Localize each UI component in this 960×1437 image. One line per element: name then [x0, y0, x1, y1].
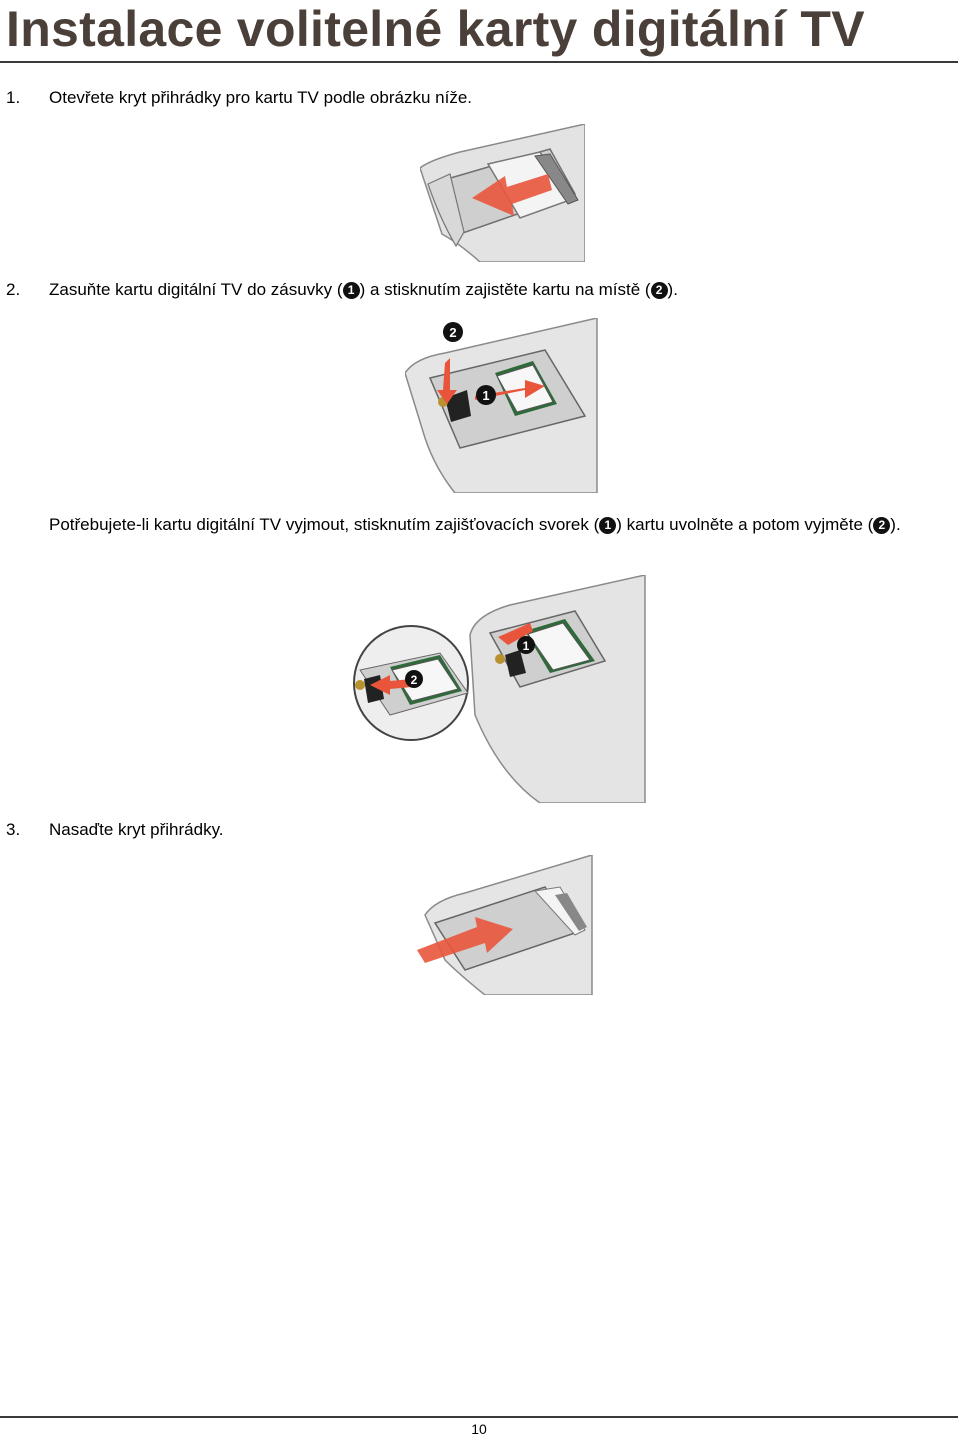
marker-1-label: 1 [482, 388, 490, 403]
step-number: 3. [6, 820, 21, 839]
figure-remove-card [350, 575, 650, 803]
marker-2-icon: 2 [873, 517, 890, 534]
removal-note: Potřebujete-li kartu digitální TV vyjmout, stisknutím zajišťovacích svorek ( 1 ) kartu uvolněte a potom vyjměte ( 2 ). [49, 515, 901, 534]
figure-open-cover [420, 124, 585, 262]
marker-2-label: 2 [410, 673, 418, 687]
page-title: Instalace volitelné karty digitální TV [6, 1, 865, 57]
figure-insert-card [405, 318, 600, 493]
page-number: 10 [471, 1421, 487, 1437]
step-number: 1. [6, 88, 21, 107]
marker-2-icon: 2 [651, 282, 668, 299]
title-divider [0, 61, 958, 63]
marker-1-icon: 1 [599, 517, 616, 534]
figure-close-cover [415, 855, 595, 995]
step-number: 2. [6, 280, 21, 299]
step-text: Nasaďte kryt přihrádky. [49, 820, 224, 839]
marker-1-icon: 1 [343, 282, 360, 299]
marker-1-label: 1 [522, 639, 530, 653]
step-text: Otevřete kryt přihrádky pro kartu TV podle obrázku níže. [49, 88, 472, 107]
footer-divider [0, 1416, 958, 1418]
step-text: Zasuňte kartu digitální TV do zásuvky ( 1 ) a stisknutím zajistěte kartu na místě ( 2 ). [49, 280, 678, 299]
marker-2-label: 2 [449, 325, 457, 340]
